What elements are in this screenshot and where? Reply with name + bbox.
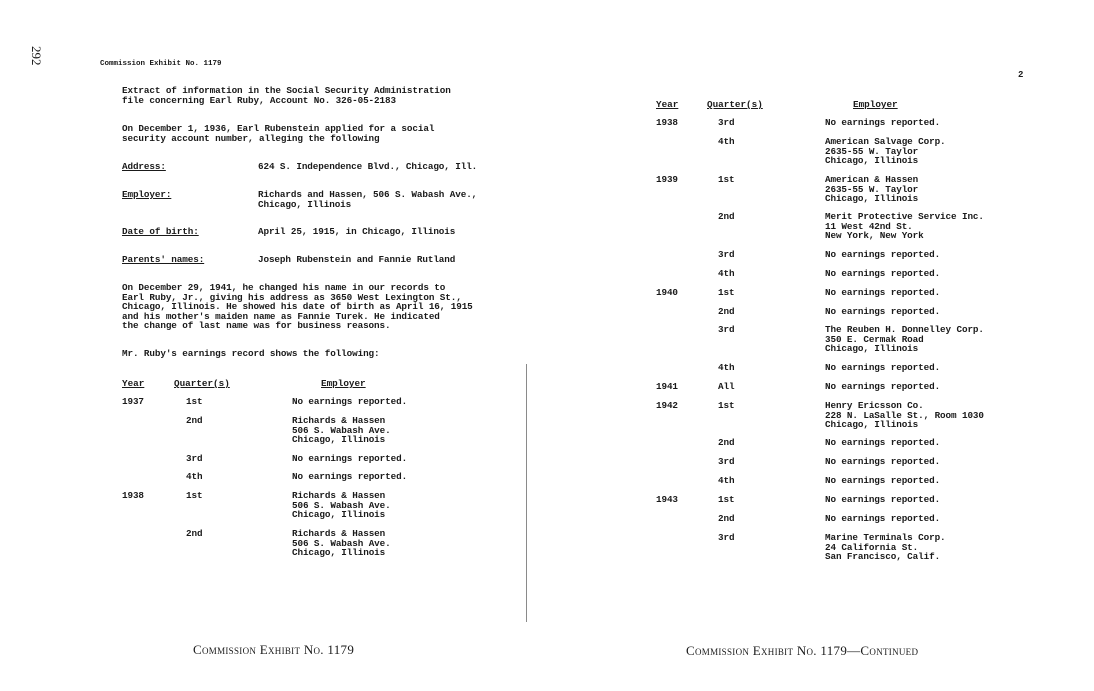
employer-line: 2635-55 W. Taylor bbox=[825, 183, 919, 195]
employer-value-line: Chicago, Illinois bbox=[258, 198, 352, 210]
employer-value-line: Richards and Hassen, 506 S. Wabash Ave., bbox=[258, 189, 478, 200]
employer-line: American Salvage Corp. bbox=[825, 136, 946, 147]
left-caption: Commission Exhibit No. 1179 bbox=[193, 642, 355, 657]
employer-line: Chicago, Illinois bbox=[292, 434, 386, 446]
employer-line: 11 West 42nd St. bbox=[825, 220, 913, 232]
address-label: Address: bbox=[122, 161, 166, 172]
row-quarter: 1st bbox=[718, 287, 735, 298]
row-employer bbox=[825, 457, 940, 467]
application-line: On December 1, 1936, Earl Rubenstein applied for a social bbox=[122, 123, 435, 134]
row-quarter: 2nd bbox=[718, 513, 735, 524]
row-employer bbox=[825, 118, 940, 128]
employer-line: Chicago, Illinois bbox=[825, 343, 919, 355]
employer-line: 506 S. Wabash Ave. bbox=[292, 499, 391, 511]
row-employer bbox=[825, 382, 940, 392]
row-employer bbox=[825, 288, 940, 298]
row-quarter: 1st bbox=[718, 494, 735, 505]
row-quarter: 3rd bbox=[718, 117, 735, 128]
employer-line: No earnings reported. bbox=[825, 494, 941, 505]
left-header-employer: Employer bbox=[321, 378, 366, 389]
application-paragraph bbox=[122, 124, 434, 143]
row-employer bbox=[825, 495, 940, 505]
row-employer bbox=[825, 438, 940, 448]
row-quarter: 2nd bbox=[718, 211, 735, 222]
intro-line: file concerning Earl Ruby, Account No. 326-05-2183 bbox=[122, 94, 396, 106]
left-header-quarter: Quarter(s) bbox=[174, 378, 230, 389]
row-employer bbox=[292, 397, 407, 407]
change-line: the change of last name was for business reasons. bbox=[122, 320, 391, 332]
row-employer bbox=[825, 175, 918, 204]
employer-line: The Reuben H. Donnelley Corp. bbox=[825, 324, 984, 335]
employer-label: Employer: bbox=[122, 189, 172, 200]
row-quarter: 2nd bbox=[186, 528, 203, 539]
employer-line: No earnings reported. bbox=[825, 362, 941, 373]
page-number-right: 2 bbox=[1018, 70, 1024, 80]
row-employer bbox=[825, 514, 940, 524]
page-divider bbox=[526, 364, 527, 622]
employer-line: American & Hassen bbox=[825, 174, 919, 185]
employer-line: San Francisco, Calif. bbox=[825, 551, 941, 563]
row-quarter: 2nd bbox=[718, 306, 735, 317]
right-header-quarter: Quarter(s) bbox=[707, 99, 763, 110]
birth-value: April 25, 1915, in Chicago, Illinois bbox=[258, 226, 456, 237]
employer-line: Richards & Hassen bbox=[292, 528, 386, 539]
address-value: 624 S. Independence Blvd., Chicago, Ill. bbox=[258, 161, 478, 172]
row-quarter: All bbox=[718, 381, 735, 392]
row-employer bbox=[825, 401, 984, 430]
right-caption: Commission Exhibit No. 1179—Continued bbox=[686, 643, 919, 658]
employer-line: 350 E. Cermak Road bbox=[825, 333, 924, 345]
row-employer bbox=[825, 363, 940, 373]
employer-line: No earnings reported. bbox=[825, 117, 941, 128]
employer-line: Merit Protective Service Inc. bbox=[825, 211, 984, 222]
row-quarter: 3rd bbox=[718, 532, 735, 543]
employer-line: No earnings reported. bbox=[825, 475, 941, 486]
exhibit-header: Commission Exhibit No. 1179 bbox=[100, 60, 222, 68]
employer-line: No earnings reported. bbox=[825, 437, 941, 448]
employer-value bbox=[258, 190, 477, 209]
left-header-year: Year bbox=[122, 378, 145, 389]
employer-line: No earnings reported. bbox=[825, 249, 941, 260]
row-employer bbox=[825, 269, 940, 279]
employer-line: No earnings reported. bbox=[825, 381, 941, 392]
right-header-year: Year bbox=[656, 99, 679, 110]
employer-line: 506 S. Wabash Ave. bbox=[292, 424, 391, 436]
row-quarter: 4th bbox=[186, 471, 203, 482]
intro-paragraph bbox=[122, 86, 451, 105]
employer-line: No earnings reported. bbox=[292, 396, 408, 407]
employer-line: Chicago, Illinois bbox=[825, 193, 919, 205]
employer-line: 228 N. LaSalle St., Room 1030 bbox=[825, 409, 984, 421]
row-quarter: 2nd bbox=[186, 415, 203, 426]
employer-line: New York, New York bbox=[825, 230, 924, 242]
employer-line: No earnings reported. bbox=[292, 471, 408, 482]
employer-line: Chicago, Illinois bbox=[825, 155, 919, 167]
right-header-employer: Employer bbox=[853, 99, 898, 110]
row-employer bbox=[825, 533, 946, 562]
employer-line: No earnings reported. bbox=[292, 453, 408, 464]
row-year: 1940 bbox=[656, 287, 678, 298]
name-change-paragraph bbox=[122, 283, 473, 331]
parents-label: Parents' names: bbox=[122, 254, 205, 265]
employer-line: Chicago, Illinois bbox=[825, 419, 919, 431]
employer-line: Richards & Hassen bbox=[292, 415, 386, 426]
row-employer bbox=[292, 529, 391, 558]
employer-line: No earnings reported. bbox=[825, 306, 941, 317]
row-quarter: 3rd bbox=[718, 456, 735, 467]
row-quarter: 3rd bbox=[186, 453, 203, 464]
change-line: On December 29, 1941, he changed his name in our records to bbox=[122, 282, 446, 293]
row-quarter: 1st bbox=[186, 490, 203, 501]
earnings-intro: Mr. Ruby's earnings record shows the following: bbox=[122, 348, 380, 359]
employer-line: Henry Ericsson Co. bbox=[825, 400, 924, 411]
row-year: 1941 bbox=[656, 381, 678, 392]
intro-line: Extract of information in the Social Security Administration bbox=[122, 85, 451, 96]
page-number-left: 292 bbox=[29, 46, 44, 66]
employer-line: 24 California St. bbox=[825, 541, 919, 553]
change-line: Chicago, Illinois. He showed his date of birth as April 16, 1915 bbox=[122, 301, 473, 313]
row-quarter: 1st bbox=[718, 174, 735, 185]
row-year: 1942 bbox=[656, 400, 678, 411]
application-line: security account number, alleging the following bbox=[122, 132, 380, 144]
employer-line: Richards & Hassen bbox=[292, 490, 386, 501]
employer-line: No earnings reported. bbox=[825, 456, 941, 467]
employer-line: Marine Terminals Corp. bbox=[825, 532, 946, 543]
birth-label: Date of birth: bbox=[122, 226, 199, 237]
change-line: Earl Ruby, Jr., giving his address as 3650 West Lexington St., bbox=[122, 291, 462, 303]
row-employer bbox=[825, 137, 946, 166]
row-quarter: 2nd bbox=[718, 437, 735, 448]
row-employer bbox=[292, 491, 391, 520]
row-quarter: 1st bbox=[718, 400, 735, 411]
parents-value: Joseph Rubenstein and Fannie Rutland bbox=[258, 254, 456, 265]
employer-line: 2635-55 W. Taylor bbox=[825, 145, 919, 157]
row-year: 1938 bbox=[656, 117, 678, 128]
row-employer bbox=[825, 250, 940, 260]
row-employer bbox=[825, 212, 984, 241]
employer-line: Chicago, Illinois bbox=[292, 547, 386, 559]
row-quarter: 4th bbox=[718, 362, 735, 373]
change-line: and his mother's maiden name as Fannie Turek. He indicated bbox=[122, 310, 440, 322]
employer-line: No earnings reported. bbox=[825, 513, 941, 524]
row-employer bbox=[292, 416, 391, 445]
row-employer bbox=[825, 325, 984, 354]
row-year: 1937 bbox=[122, 396, 144, 407]
row-year: 1938 bbox=[122, 490, 144, 501]
row-year: 1939 bbox=[656, 174, 678, 185]
employer-line: No earnings reported. bbox=[825, 287, 941, 298]
row-employer bbox=[825, 307, 940, 317]
employer-line: 506 S. Wabash Ave. bbox=[292, 537, 391, 549]
row-employer bbox=[825, 476, 940, 486]
row-quarter: 4th bbox=[718, 475, 735, 486]
row-quarter: 4th bbox=[718, 136, 735, 147]
row-quarter: 3rd bbox=[718, 324, 735, 335]
row-quarter: 4th bbox=[718, 268, 735, 279]
employer-line: Chicago, Illinois bbox=[292, 509, 386, 521]
row-employer bbox=[292, 454, 407, 464]
row-quarter: 1st bbox=[186, 396, 203, 407]
employer-line: No earnings reported. bbox=[825, 268, 941, 279]
row-quarter: 3rd bbox=[718, 249, 735, 260]
row-employer bbox=[292, 472, 407, 482]
row-year: 1943 bbox=[656, 494, 678, 505]
